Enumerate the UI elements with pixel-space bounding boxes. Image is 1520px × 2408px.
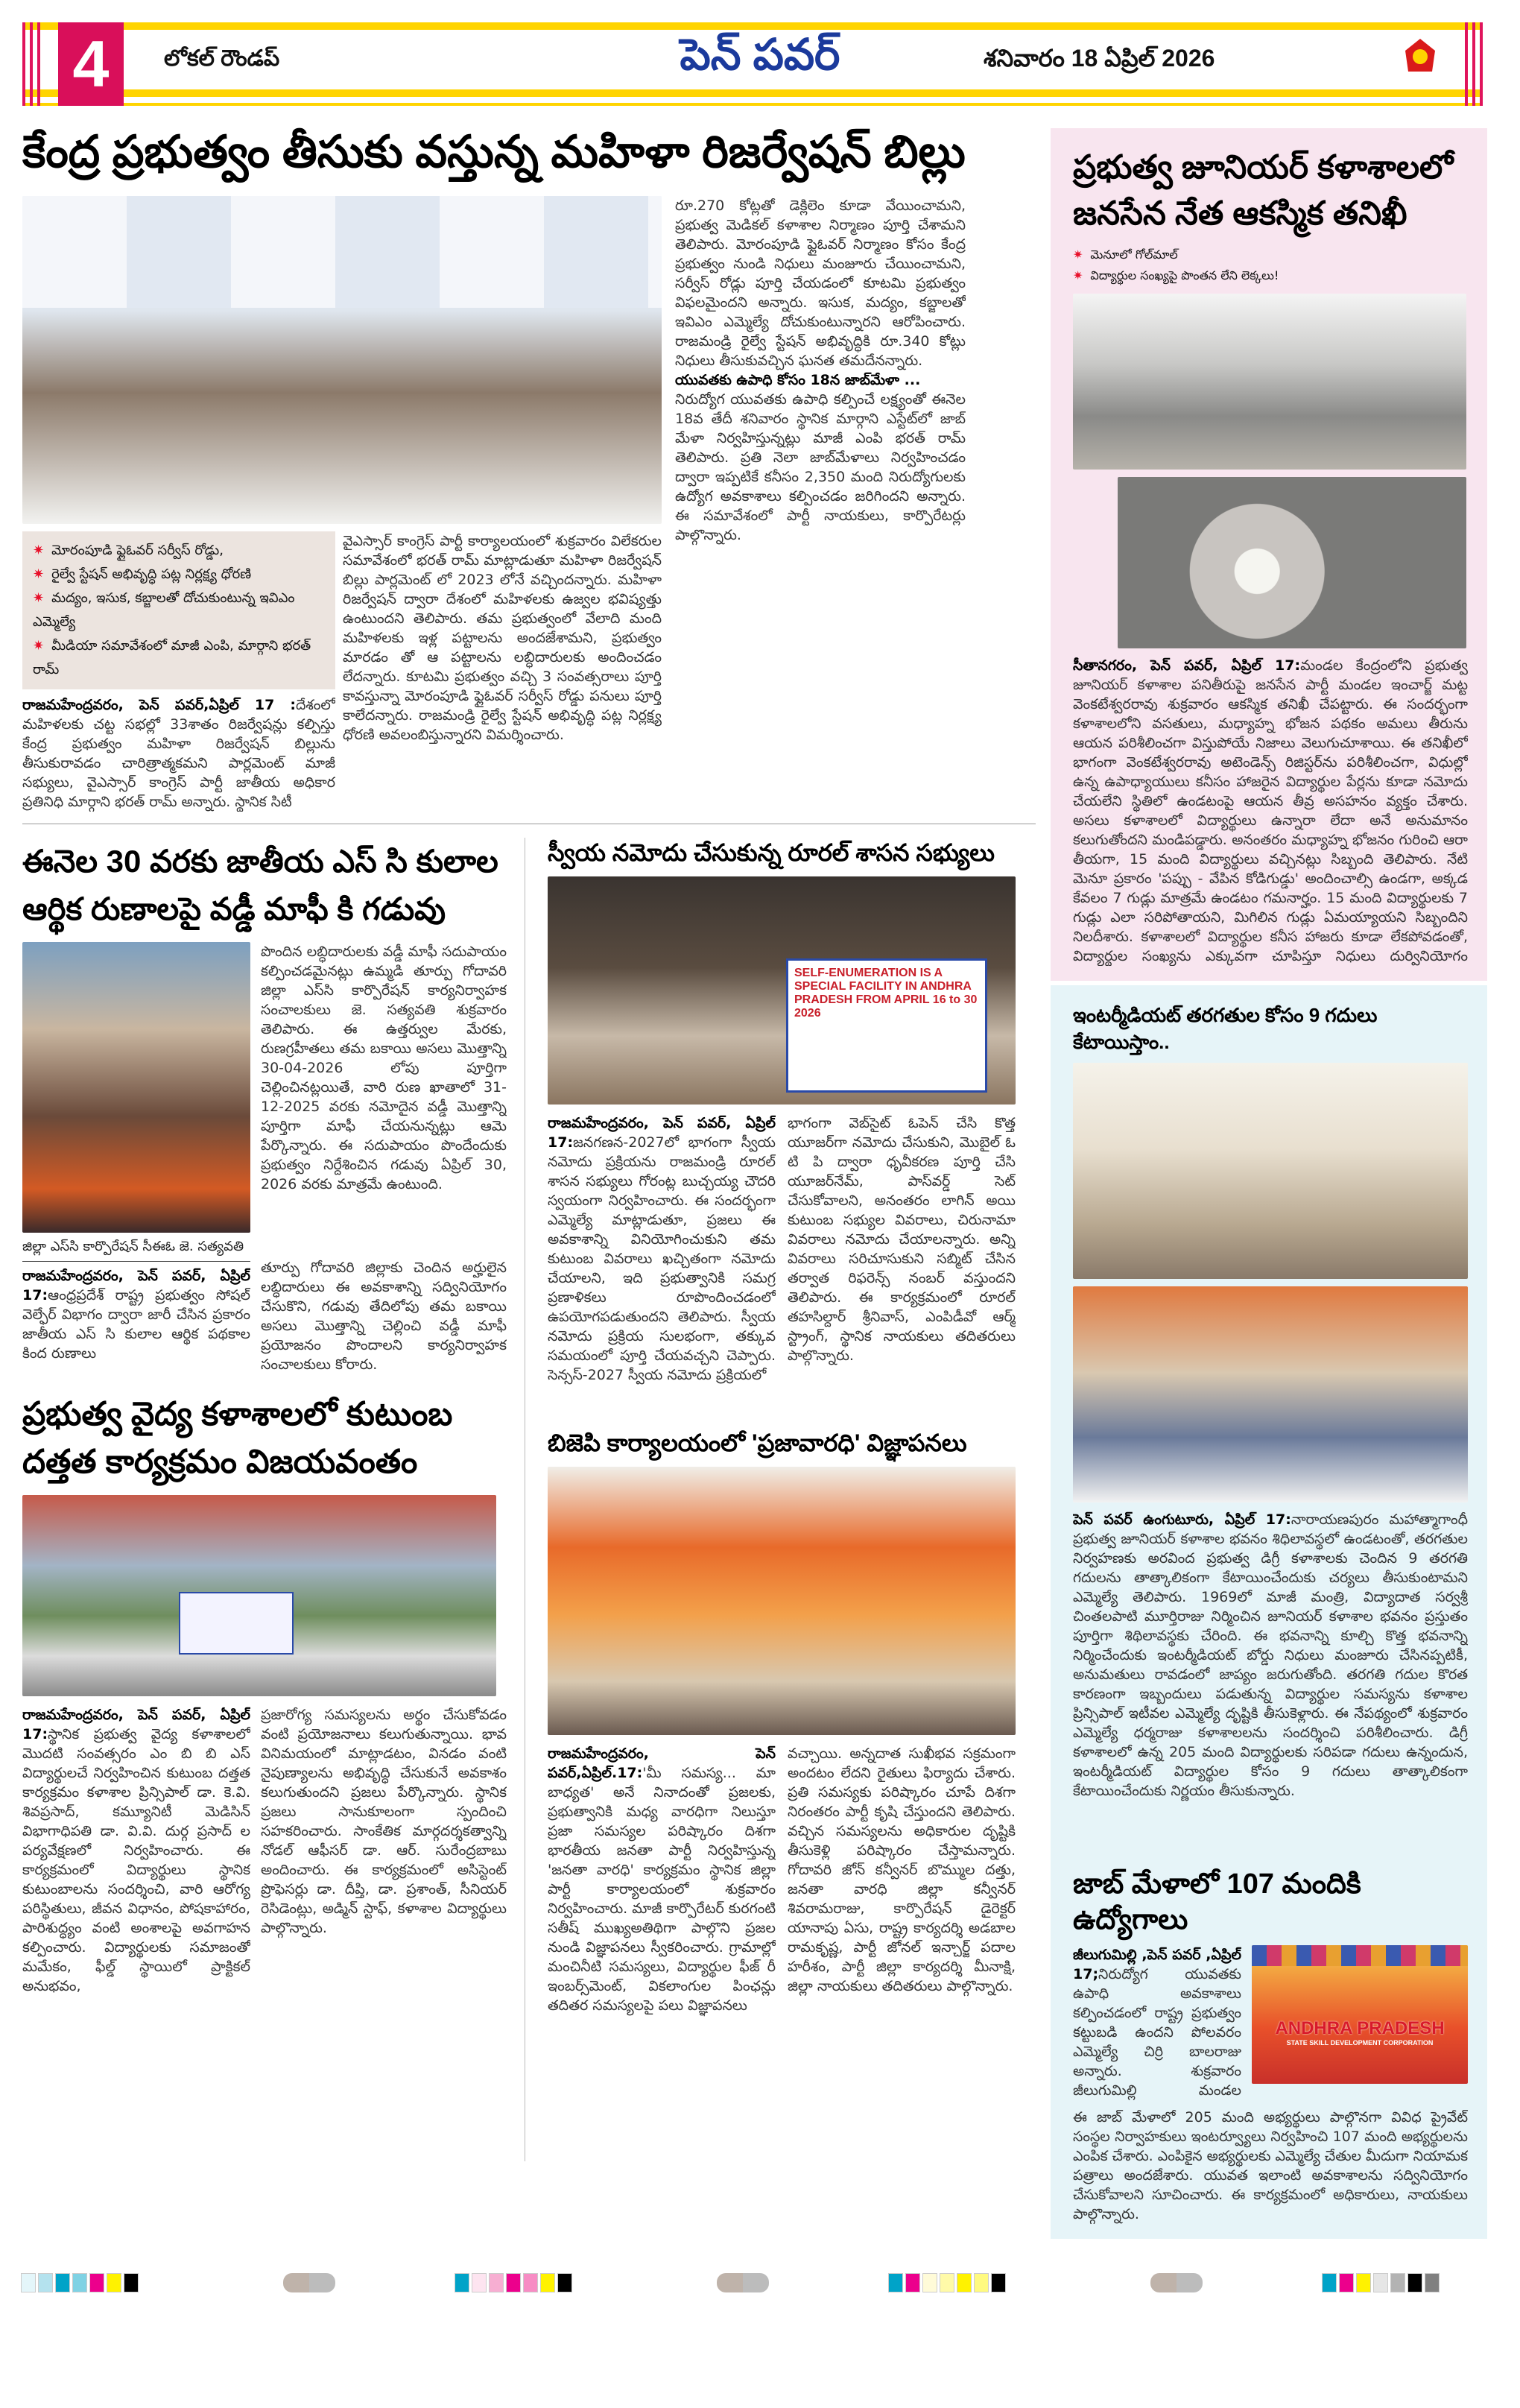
intermediate-story-box [1051, 985, 1487, 2239]
bjp-story-body-2: వచ్చాయి. అన్నదాత సుఖీభవ సక్రమంగా అందటం లేదని రైతులు ఫిర్యాదు చేశారు. ప్రతి సమస్యకు పరిష్కారం చూపే దిశగా నిరంతరం పార్టీ కృషి చేస్తుందని తెలిపారు. వచ్చిన సమస్యలను అధికారుల దృష్టికి తీసుకెళ్లి పరిష్కారం చేస్తామన్నారు. గోదావరి జోన్ కన్వీనర్ బొమ్ముల దత్తు, జనతా వారధి జిల్లా కన్వీనర్ శివరామరాజు, కార్పొరేషన్ డైరెక్టర్ యానాపు ఏసు, రాష్ట్ర కార్యదర్శి అడబాల రామకృష్ణ, పార్టీ జోనల్ ఇన్చార్జ్ పదాల హరీశం, పార్టీ జిల్లా కార్యదర్శి మీనాక్షి, జిల్లా నాయకులు తదితరులు పాల్గొన్నారు. [788, 1745, 1016, 1994]
medical-story-body-2: ప్రజారోగ్య సమస్యలను అర్థం చేసుకోవడం వంటి ప్రయోజనాలు కలుగుతున్నాయి. భావ వినిమయంలో మాట్లాడటం, వినడం వంటి నైపుణ్యాలను అభివృద్ధి చేసుకునే అవకాశం కలుగుతుందని ప్రజలు పేర్కొన్నారు. స్థానిక ప్రజలు సానుకూలంగా స్పందించి సహకరించారు. సాంకేతిక మార్గదర్శకత్వాన్ని నోడల్ ఆఫీసర్ డా. ఆర్. సురేంద్రబాబు అందించారు. ఈ కార్యక్రమంలో అసిస్టెంట్ ప్రొఫెసర్లు డా. దీప్తి, డా. ప్రశాంత్, సీనియర్ రెసిడెంట్లు, అడ్మిన్ స్టాఫ్, కళాశాల విద్యార్థులు పాల్గొన్నారు. [261, 1707, 507, 1936]
star-icon: ✷ [33, 543, 45, 558]
color-swatch [89, 2273, 104, 2292]
star-icon: ✷ [1073, 268, 1083, 282]
color-swatch [1390, 2273, 1405, 2292]
main-story-body-2: వైఎస్సార్ కాంగ్రెస్ పార్టీ కార్యాలయంలో శుక్రవారం విలేకరుల సమావేశంలో భరత్ రామ్ మాట్లాడుతూ మహిళా రిజర్వేషన్ బిల్లు పార్లమెంట్ లో 2023 లోనే వచ్చిందన్నారు. మహిళా రిజర్వేషన్ ద్వారా దేశంలో మహిళలకు ఉజ్వల భవిష్యత్తు ఉంటుందని తెలిపారు. తమ ప్రభుత్వంలో వేలాది మంది మహిళలకు ఇళ్ల పట్టాలను అందజేశామని, ప్రభుత్వం మారడం తో ఆ పట్టాలను లబ్ధిదారులకు అందించడం లేదన్నారు. కూటమి ప్రభుత్వం వచ్చి 3 సంవత్సరాలు పూర్తి కావస్తున్నా మోరంపూడి ఫ్లైఓవర్ సర్వీస్ రోడ్డు పనులు పూర్తి కాలేదన్నారు. రాజమండ్రి రైల్వే స్టేషన్ అభివృద్ధి పట్ల నిర్లక్ష్య ధోరణి అవలంబిస్తున్నారని విమర్శించారు. [343, 533, 662, 743]
star-icon: ✷ [33, 638, 45, 654]
banner-subtitle: STATE SKILL DEVELOPMENT CORPORATION [1286, 2039, 1434, 2047]
bjp-story-headline: బిజెపి కార్యాలయంలో 'ప్రజావారధి' విజ్ఞాపనలు [548, 1429, 967, 1456]
rural-story-photo [548, 876, 1016, 1105]
junior-college-highlights [1073, 244, 1468, 286]
lower-left-columns [22, 838, 1036, 2161]
color-registration-bar [21, 2273, 139, 2292]
color-swatch [455, 2273, 469, 2292]
color-swatch [888, 2273, 903, 2292]
sc-story-headline: ఈనెల 30 వరకు జాతీయ ఎస్ సి కులాల ఆర్థిక రుణాలపై వడ్డీ మాఫీ కి గడువు [22, 844, 498, 926]
highlight-item: ✷ విద్యార్థుల సంఖ్యపై పొంతన లేని లెక్కలు! [1073, 268, 1279, 282]
banner-title: ANDHRA PRADESH [1275, 2018, 1445, 2038]
color-swatch [1407, 2273, 1422, 2292]
medical-story-headline: ప్రభుత్వ వైద్య కళాశాలలో కుటుంబ దత్తత కార్యక్రమం విజయవంతం [22, 1396, 453, 1480]
sc-story-body-side: పొందిన లబ్ధిదారులకు వడ్డీ మాఫీ సదుపాయం కల్పించడమైనట్లు ఉమ్మడి తూర్పు గోదావరి జిల్లా ఎస్‌సి కార్పొరేషన్ కార్యనిర్వాహక సంచాలకులు జె. సత్యవతి శుక్రవారం తెలిపారు. ఈ ఉత్తర్వుల మేరకు, రుణగ్రహీతలు తమ బకాయి అసలు మొత్తాన్ని 30-04-2026 లోపు పూర్తిగా చెల్లించినట్లయితే, వారి రుణ ఖాతాలో 31-12-2025 వరకు నమోదైన వడ్డీ మొత్తాన్ని పూర్తిగా మాఫీ చేయనున్నట్లు ఆమె పేర్కొన్నారు. ఈ సదుపాయం పొందేందుకు ప్రభుత్వం నిర్దేశించిన గడువు ఏప్రిల్ 30, 2026 వరకు మాత్రమే ఉంటుంది. [261, 944, 507, 1192]
page-number: 4 [58, 22, 124, 106]
color-swatch [38, 2273, 53, 2292]
highlight-item: ✷ మెనూలో గోల్‌మాల్ [1073, 247, 1178, 262]
left-news-area [22, 124, 1036, 2161]
college-corridor-photo [1073, 1063, 1468, 1279]
color-registration-bar [455, 2273, 572, 2292]
color-swatch [1339, 2273, 1354, 2292]
main-story-photo [22, 196, 662, 524]
sc-official-photo [22, 942, 250, 1233]
rural-story-body-1: రాజమహేంద్రవరం, పెన్ పవర్, ఏప్రిల్ 17:జనగణన-2027లో భాగంగా స్వీయ నమోదు ప్రక్రియను రాజమండ్రి రూరల్ శాసన సభ్యులు గోరంట్ల బుచ్చయ్య చౌదరి స్వయంగా నిర్వహించారు. ఈ సందర్భంగా ఎమ్మెల్యే మాట్లాడుతూ, ప్రజలు ఈ అవకాశాన్ని వినియోగించుకుని తమ కుటుంబ వివరాలు ఖచ్చితంగా నమోదు చేయాలని, ఇది ప్రభుత్వానికి సమగ్ర ప్రణాళికలు రూపొందించడంలో ఉపయోగపడుతుందని తెలిపారు. స్వీయ నమోదు ప్రక్రియ సులభంగా, తక్కువ సమయంలో పూర్తి చేయవచ్చని చెప్పారు. సెన్సస్-2027 స్వీయ నమోదు ప్రక్రియలో [548, 1115, 776, 1383]
color-swatch [472, 2273, 487, 2292]
color-swatch [1356, 2273, 1371, 2292]
main-headline: కేంద్ర ప్రభుత్వం తీసుకు వస్తున్న మహిళా రిజర్వేషన్ బిల్లు [22, 127, 966, 177]
color-swatch [957, 2273, 972, 2292]
job-mela-banner-photo [1252, 1945, 1468, 2084]
caption-rule [22, 1261, 250, 1262]
sc-photo-caption: జిల్లా ఎస్‌సి కార్పొరేషన్ సీఈఓ జె. సత్యవతి [22, 1239, 244, 1254]
self-enumeration-banner: SELF-ENUMERATION IS A SPECIAL FACILITY IN ANDHRA PRADESH FROM APRIL 16 to 30 2026 [786, 958, 987, 1093]
intermediate-body: పెన్ పవర్ ఉంగుటూరు, ఏప్రిల్ 17:నారాయణపురం మహాత్మాగాంధీ ప్రభుత్వ జూనియర్ కళాశాల భవనం శిధిలావస్థలో ఉండటంతో, తరగతుల నిర్వహణకు అరవింద ప్రభుత్వ డిగ్రీ కళాశాలకు చెందిన 9 తరగతి గదులను తాత్కాలికంగా కేటాయించేందుకు చర్యలు తీసుకుంటామని ఎమ్మెల్యే తెలిపారు. 1969లో మాజీ మంత్రి, విద్యాదాత సర్వశ్రీ చింతలపాటి మూర్తిరాజు నిర్మించిన జూనియర్ కళాశాల భవనం ప్రస్తుతం పూర్తిగా శిథిలావస్థకు చేరింది. ఈ భవనాన్ని కూల్చి కొత్త భవనాన్ని నిర్మించేందుకు ఇంటర్మీడియట్ బోర్డు నిధులు మంజూరు చేసినప్పటికీ, అనుమతులు రావడంలో జాప్యం జరుగుతోంది. తరగతి గదుల కొరత కారణంగా ఇబ్బందులు పడుతున్న విద్యార్థుల సమస్యను కళాశాల ప్రిన్సిపాల్ ఇటీవల ఎమ్మెల్యే దృష్టికి తీసుకెళ్లారు. ఈ నేపథ్యంలో శుక్రవారం ఎమ్మెల్యే ధర్మరాజు కళాశాలలను సందర్శించి పరిశీలించారు. డిగ్రీ కళాశాలలో ఉన్న 205 మంది విద్యార్థులకు సరిపడా గదులు ఉన్నందున, ఇంటర్మీడియట్ విద్యార్థుల కోసం 9 గదులు తాత్కాలికంగా కేటాయించేందుకు నిర్ణయం తీసుకున్నారు. [1073, 1511, 1468, 1799]
main-story-body-3: రూ.270 కోట్లతో డెక్లిలెం కూడా వేయించామని, ప్రభుత్వ మెడికల్ కళాశాల నిర్మాణం పూర్తి చేశామని తెలిపారు. మోరంపూడి ఫ్లైఓవర్ నిర్మాణం కోసం కేంద్ర ప్రభుత్వం నుండి నిధులు మంజూరు చేయించామని, సర్వీస్ రోడ్లు పూర్తి చేయడంలో కూటమి ప్రభుత్వం విఫలమైందని అన్నారు. ఇసుక, మద్యం, కబ్జాలతో ఇవిఎం ఎమ్మెల్యే దోచుకుంటున్నారని ఆరోపించారు. రాజమండ్రి రైల్వే స్టేషన్ అభివృద్ధికి రూ.340 కోట్లు నిధులు తీసుకువచ్చిన ఘనత తమదేనన్నారు. యువతకు ఉపాధి కోసం 18న జాబ్‌మేళా ... నిరుద్యోగ యువతకు ఉపాధి కల్పించే లక్ష్యంతో ఈనెల 18వ తేదీ శనివారం స్థానిక మార్గాని ఎస్టేట్‌లో జాబ్ మేళా నిర్వహిస్తున్నట్లు మాజీ ఎంపి భరత్ రామ్ తెలిపారు. ప్రతి నెలా జాబ్‌మేళాలు నిర్వహించడం ద్వారా ఇప్పటికే కనీసం 2,350 మంది నిరుద్యోగులకు ఉద్యోగ అవకాశాలు కల్పించడం జరిగిందని అన్నారు. ఈ సమావేశంలో పార్టీ నాయకులు, కార్పొరేటర్లు పాల్గొన్నారు. [675, 197, 966, 543]
color-swatch [557, 2273, 572, 2292]
masthead: పెన్ పవర్ [680, 31, 840, 79]
rural-story-headline: స్వీయ నమోదు చేసుకున్న రూరల్ శాసన సభ్యులు [548, 839, 995, 866]
bjp-office-photo [548, 1467, 1016, 1735]
star-icon: ✷ [33, 566, 45, 582]
color-registration-bar [1322, 2273, 1440, 2292]
right-news-area [1051, 128, 1487, 2239]
column-divider [525, 838, 1036, 2161]
highlight-item: ✷ మోరంపూడి ఫ్లైఓవర్ సర్వీస్ రోడ్డు, [33, 543, 224, 558]
color-registration-bar [888, 2273, 1006, 2292]
main-story-subhead: యువతకు ఉపాధి కోసం 18న జాబ్‌మేళా ... [675, 372, 921, 388]
color-swatch [506, 2273, 521, 2292]
color-swatch [905, 2273, 920, 2292]
color-swatch [991, 2273, 1006, 2292]
section-title: లోకల్ రౌండప్ [164, 46, 280, 71]
color-swatch [940, 2273, 954, 2292]
color-swatch [540, 2273, 555, 2292]
registration-mark [717, 2273, 769, 2292]
color-swatch [124, 2273, 139, 2292]
bjp-story-body-1: రాజమహేంద్రవరం, పెన్ పవర్,ఏప్రిల్.17:'మీ సమస్య... మా బాధ్యత' అనే నినాదంతో ప్రజలకు, ప్రభుత్వానికి మధ్య వారధిగా నిలుస్తూ ప్రజా సమస్యల పరిష్కారం దిశగా భారతీయ జనతా పార్టీ నిర్వహిస్తున్న 'జనతా వారధి' కార్యక్రమం స్థానిక జిల్లా పార్టీ కార్యాలయంలో శుక్రవారం నిర్వహించారు. మాజీ కార్పొరేటర్ కురగంటి సతీష్ ముఖ్యఅతిథిగా పాల్గొని ప్రజల నుండి విజ్ఞాపనలు స్వీకరించారు. గ్రామాల్లో మంచినీటి సమస్యలు, విద్యార్థుల ఫీజ్ రీ ఇంబర్స్‌మెంట్, వికలాంగుల పింఛన్లు తదితర సమస్యలపై పలు విజ్ఞాపనలు [548, 1745, 776, 2014]
junior-college-story-box [1051, 128, 1487, 981]
color-swatch [1373, 2273, 1388, 2292]
color-swatch [523, 2273, 538, 2292]
sc-story-body-main: రాజమహేంద్రవరం, పెన్ పవర్, ఏప్రిల్ 17:ఆంధ్రప్రదేశ్ రాష్ట్ర ప్రభుత్వం సోషల్ వెల్ఫేర్ విభాగం ద్వారా జారీ చేసిన ప్రకారం జాతీయ ఎస్ సి కులాల ఆర్థిక పథకాల కింద రుణాలు [22, 1268, 250, 1362]
mla-visit-photo [1073, 1286, 1468, 1502]
college-inspection-photo [1073, 294, 1466, 470]
star-icon: ✷ [33, 590, 45, 606]
color-swatch [107, 2273, 121, 2292]
junior-college-body: సీతానగరం, పెన్ పవర్, ఏప్రిల్ 17:మండల కేంద్రంలోని ప్రభుత్వ జూనియర్ కళాశాల పనితీరుపై జనసేన పార్టీ మండల ఇంచార్జ్ మట్ట వెంకటేశ్వరరావు శుక్రవారం ఆకస్మిక తనిఖీ చేపట్టారు. ఈ సందర్భంగా కళాశాలలోని వసతులు, మధ్యాహ్న భోజన పథకం అమలు తీరును ఆయన పరిశీలించగా విస్తుపోయే నిజాలు వెలుగుచూశాయి. ఈ తనిఖీలో భాగంగా వెంకటేశ్వరరావు అటెండెన్స్ రిజిస్టర్‌ను పరిశీలించగా, విధుల్లో ఉన్న ఉపాధ్యాయులు కనీసం హాజరైన విద్యార్థుల పేర్లను కూడా నమోదు చేయలేని స్థితిలో ఉండటంపై ఆయన తీవ్ర అసహనం వ్యక్తం చేశారు. అసలు కళాశాలలో విద్యార్థులు ఉన్నారా లేదా అనే అనుమానం కలుగుతోందని మండిపడ్డారు. అనంతరం మధ్యాహ్న భోజనం గురించి ఆరా తీయగా, 15 మంది విద్యార్థులు వచ్చినట్లు సిబ్బంది తెలిపారు. నేటి మెనూ ప్రకారం 'పప్పు - వేపిన కోడిగుడ్డు' అందించాల్సి ఉండగా, అక్కడ కేవలం 7 గుడ్లు మాత్రమే ఉండటం గమనార్హం. 15 మంది విద్యార్థులకు 7 గుడ్లు ఎలా సరిపోతాయని, మిగిలిన గుడ్లు ఏమయ్యాయని సిబ్బందిని నిలదీశారు. కళాశాలలో విద్యార్థుల కనీస హాజరు కూడా లేకపోవడంతో, విద్యార్థుల సంఖ్యను ఎక్కువగా చూపిస్తూ నిధులు దుర్వినియోగం [1073, 657, 1468, 964]
color-swatch [21, 2273, 36, 2292]
intermediate-headline: ఇంటర్మీడియట్ తరగతుల కోసం 9 గదులు కేటాయిస్తాం.. [1073, 1004, 1378, 1053]
job-mela-body-2: ఈ జాబ్ మేళాలో 205 మంది అభ్యర్థులు పాల్గొనగా వివిధ ప్రైవేట్ సంస్థల నిర్వాహకులు ఇంటర్వ్యూలు నిర్వహించి 107 మంది అభ్యర్థులను ఎంపిక చేశారు. ఎంపికైన అభ్యర్థులకు ఎమ్మెల్యే చేతుల మీదుగా నియామక పత్రాలు అందజేశారు. యువత ఇలాంటి అవకాశాలను సద్వినియోగం చేసుకోవాలని సూచించారు. ఈ కార్యక్రమంలో అధికారులు, నాయకులు పాల్గొన్నారు. [1073, 2109, 1468, 2222]
junior-college-headline: ప్రభుత్వ జూనియర్ కళాశాలలో జనసేన నేత ఆకస్మిక తనిఖీ [1073, 149, 1454, 232]
highlight-item: ✷ రైల్వే స్టేషన్ అభివృద్ధి పట్ల నిర్లక్ష్య ధోరణి [33, 566, 252, 582]
medical-college-photo [22, 1495, 496, 1696]
color-swatch [72, 2273, 87, 2292]
main-story-highlights [22, 531, 335, 689]
newspaper-logo [1399, 36, 1441, 92]
issue-date: శనివారం 18 ఏప్రిల్ 2026 [984, 45, 1215, 72]
highlight-item: ✷ మద్యం, ఇసుక, కబ్జాలతో దోచుకుంటున్న ఇవిఎం ఎమ్మెల్యే [33, 590, 295, 630]
star-icon: ✷ [1073, 247, 1083, 262]
registration-mark [283, 2273, 335, 2292]
medical-story-body-1: రాజమహేంద్రవరం, పెన్ పవర్, ఏప్రిల్ 17:స్థానిక ప్రభుత్వ వైద్య కళాశాలలో మొదటి సంవత్సరం ఎం బి బి ఎస్ విద్యార్థులచే నిర్వహించిన కుటుంబ దత్తత కార్యక్రమం కళాశాల ప్రిన్సిపాల్ డా. కె.వి. శివప్రసాద్, కమ్యూనిటీ మెడిసిన్ విభాగాధిపతి డా. వి.వి. దుర్గ ప్రసాద్ ల పర్యవేక్షణలో నిర్వహించారు. ఈ కార్యక్రమంలో విద్యార్థులు స్థానిక కుటుంబాలను సందర్శించి, వారి ఆరోగ్య పరిస్థితులు, జీవన విధానం, పోషకాహారం, పారిశుద్ధ్యం వంటి అంశాలపై అవగాహన కల్పించారు. విద్యార్థులకు సమాజంతో మమేకం, ఫీల్డ్ స్థాయిలో ప్రాక్టికల్ అనుభవం, [22, 1707, 250, 1994]
job-mela-body-1: జీలుగుమిల్లి ,పెన్ పవర్ ,ఏప్రిల్ 17;నిరుద్యోగ యువతకు ఉపాధి అవకాశాలు కల్పించడంలో రాష్ట్ర ప్రభుత్వం కట్టుబడి ఉందని పోలవరం ఎమ్మెల్యే చిర్రి బాలరాజు అన్నారు. శుక్రవారం జీలుగుమిల్లి మండల [1073, 1947, 1241, 2099]
color-swatch [55, 2273, 70, 2292]
rural-story-body-2: భాగంగా వెబ్‌సైట్ ఓపెన్ చేసి కొత్త యూజర్‌గా నమోదు చేసుకుని, మొబైల్ ఓ టి పి ద్వారా ధృవీకరణ పూర్తి చేసి యూజర్‌నేమ్, పాస్‌వర్డ్ సెట్ చేసుకోవాలని, అనంతరం లాగిన్ అయి కుటుంబ సభ్యుల వివరాలు, చిరునామా వివరాలు నమోదు చేయాలన్నారు. అన్ని వివరాలు సరిచూసుకుని సబ్మిట్ చేసిన తర్వాత రిఫరెన్స్ నంబర్ వస్తుందని తెలిపారు. ఈ కార్యక్రమంలో రూరల్ తహసిల్దార్ శ్రీనివాస్, ఎంపిడీవో ఆర్మ్ స్ట్రాంగ్, స్థానిక నాయకులు తదితరులు పాల్గొన్నారు. [788, 1115, 1016, 1364]
sc-story-body-end: తూర్పు గోదావరి జిల్లాకు చెందిన అర్హులైన లబ్ధిదారులు ఈ అవకాశాన్ని సద్వినియోగం చేసుకొని, గడువు తేదిలోపు తమ బకాయి అసలు మొత్తాన్ని చెల్లించి వడ్డీ మాఫీ ప్రయోజనం పొందాలని కార్యనిర్వాహక సంచాలకులు కోరారు. [261, 1260, 507, 1373]
eggs-bowl-photo [1118, 477, 1466, 648]
highlight-item: ✷ మీడియా సమావేశంలో మాజీ ఎంపి, మార్గాని భరత్ రామ్ [33, 638, 311, 677]
color-swatch [1425, 2273, 1440, 2292]
color-swatch [974, 2273, 989, 2292]
main-story [22, 196, 1036, 812]
color-swatch [922, 2273, 937, 2292]
color-swatch [1322, 2273, 1337, 2292]
main-story-body-1: రాజమహేంద్రవరం, పెన్ పవర్,ఏప్రిల్ 17 :దేశంలో మహిళలకు చట్ట సభల్లో 33శాతం రిజర్వేషన్లు కల్పిస్తు కేంద్ర ప్రభుత్వం మహిళా రిజర్వేషన్ బిల్లును తీసుకురావడం చారిత్రాత్మకమని పార్లమెంట్ మాజీ సభ్యులు, వైఎస్సార్ కాంగ్రెస్ పార్టీ జాతీయ అధికార ప్రతినిధి మార్గాని భరత్ రామ్ అన్నారు. స్థానిక సిటీ [22, 697, 335, 810]
registration-mark [1150, 2273, 1203, 2292]
color-swatch [489, 2273, 504, 2292]
job-mela-headline: జాబ్ మేళాలో 107 మందికి ఉద్యోగాలు [1073, 1868, 1361, 1935]
